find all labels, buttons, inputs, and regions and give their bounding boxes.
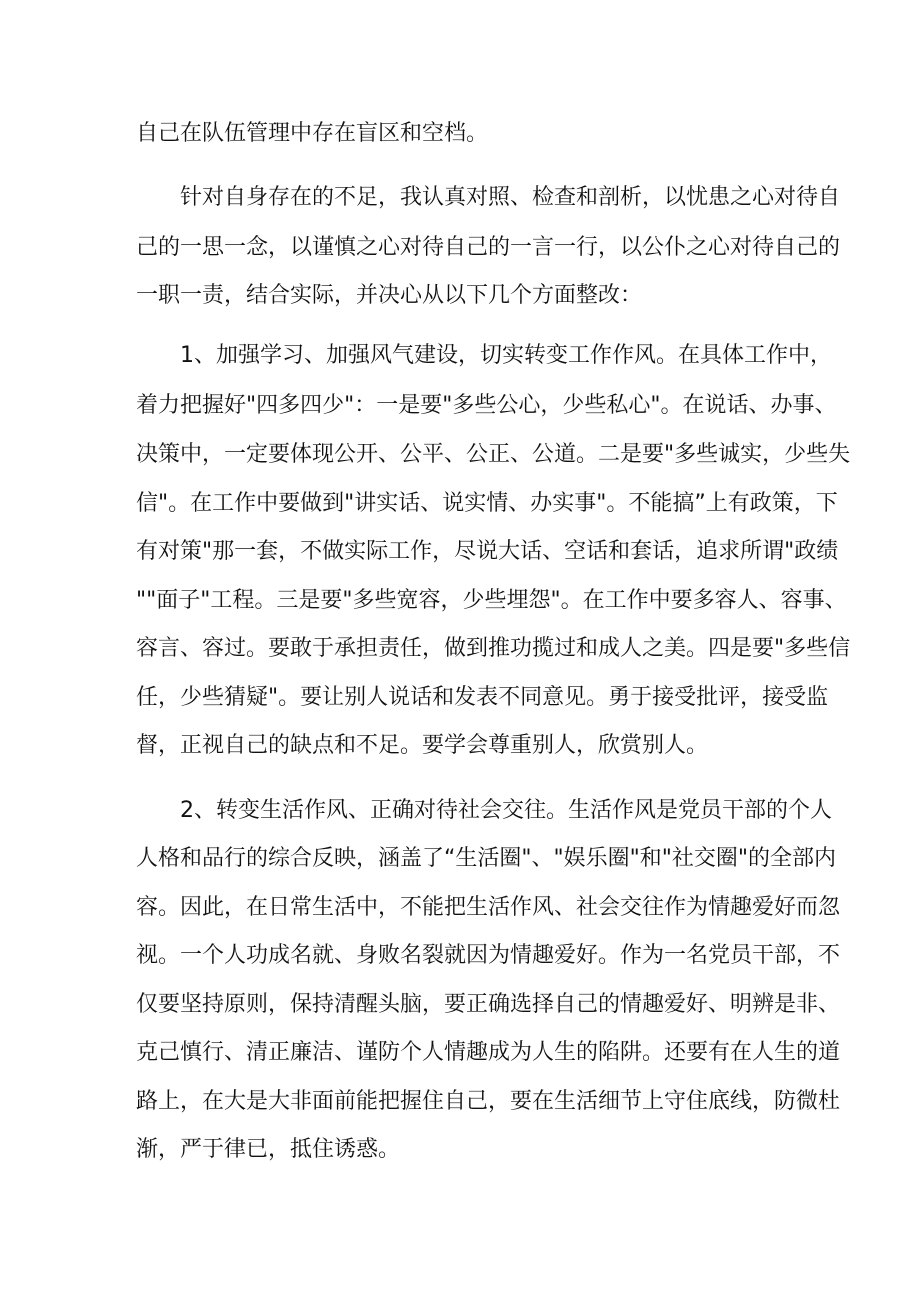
text-line: 路上，在大是大非面前能把握住自己，要在生活细节上守住底线，防微杜 xyxy=(136,1089,841,1114)
text-line: 任，少些猜疑"。要让别人说话和发表不同意见。勇于接受批评，接受监 xyxy=(136,685,829,710)
text-line: ""面子"工程。三是要"多些宽容，少些埋怨"。在工作中要多容人、容事、 xyxy=(136,588,847,613)
text-line: 渐，严于律已，抵住诱惑。 xyxy=(136,1137,401,1162)
text-line: 着力把握好"四多四少"：一是要"多些公心，少些私心"。在说话、办事、 xyxy=(136,393,837,418)
text-line: 己的一思一念，以谨慎之心对待自己的一言一行，以公仆之心对待自己的 xyxy=(136,235,841,260)
text-line: 1、加强学习、加强风气建设，切实转变工作作风。在具体工作中， xyxy=(180,343,832,368)
text-line: 容。因此，在日常生活中，不能把生活作风、社会交往作为情趣爱好而忽 xyxy=(136,895,841,920)
text-line: 克己慎行、清正廉洁、谨防个人情趣成为人生的陷阱。还要有在人生的道 xyxy=(136,1040,841,1065)
text-line: 2、转变生活作风、正确对待社会交往。生活作风是党员干部的个人 xyxy=(180,798,832,823)
text-line: 人格和品行的综合反映，涵盖了“生活圈"、"娱乐圈"和"社交圈"的全部内 xyxy=(136,846,836,871)
text-line: 有对策"那一套，不做实际工作，尽说大话、空话和套话，追求所谓"政绩 xyxy=(136,539,839,564)
text-line: 仅要坚持原则，保持清醒头脑，要正确选择自己的情趣爱好、明辨是非、 xyxy=(136,992,841,1017)
text-line: 信"。在工作中要做到"讲实话、说实情、办实事"。不能搞”上有政策，下 xyxy=(136,491,838,516)
text-line: 针对自身存在的不足，我认真对照、检查和剖析，以忧患之心对待自 xyxy=(180,185,841,210)
text-line: 督，正视自己的缺点和不足。要学会尊重别人，欣赏别人。 xyxy=(136,733,709,758)
text-line: 自己在队伍管理中存在盲区和空档。 xyxy=(136,121,489,146)
text-line: 决策中，一定要体现公开、公平、公正、公道。二是要"多些诚实，少些失 xyxy=(136,442,851,467)
text-line: 视。一个人功成名就、身败名裂就因为情趣爱好。作为一名党员干部，不 xyxy=(136,943,841,968)
text-line: 一职一责，结合实际，并决心从以下几个方面整改： xyxy=(136,283,643,308)
text-line: 容言、容过。要敢于承担责任，做到推功揽过和成人之美。四是要"多些信 xyxy=(136,636,851,661)
